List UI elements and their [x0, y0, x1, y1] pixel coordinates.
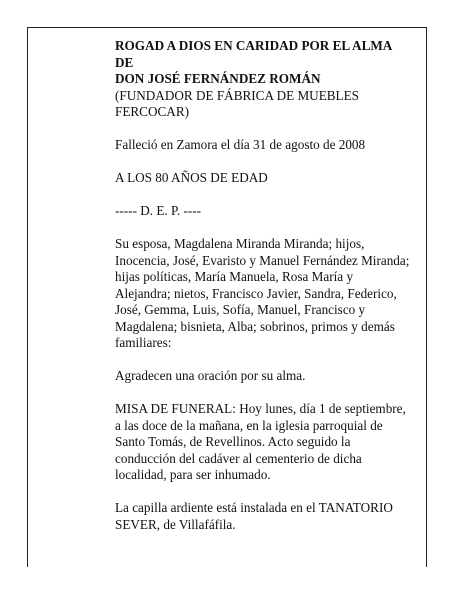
chapel-line: SEVER, de Villafáfila. [115, 516, 236, 532]
family-line: familiares: [115, 335, 172, 350]
age-line: A LOS 80 AÑOS DE EDAD [115, 170, 268, 185]
funeral-line: Santo Tomás, de Revellinos. Acto seguido la [115, 434, 351, 449]
rip-line: ----- D. E. P. ---- [115, 203, 202, 218]
family-line: Su esposa, Magdalena Miranda Miranda; hijos, [115, 236, 365, 251]
funeral-line: MISA DE FUNERAL: Hoy lunes, día 1 de septiembre, [115, 401, 406, 416]
heading-line: DE [115, 54, 134, 70]
subheading-line: FERCOCAR) [115, 104, 190, 119]
funeral-line: localidad, para ser inhumado. [115, 467, 271, 482]
heading-line: ROGAD A DIOS EN CARIDAD POR EL ALMA [115, 38, 393, 53]
family-line: hijas políticas, María Manuela, Rosa María y [115, 269, 354, 284]
funeral-line: conducción del cadáver al cementerio de dicha [115, 450, 362, 466]
deceased-name: DON JOSÉ FERNÁNDEZ ROMÁN [115, 71, 321, 86]
thanks-line: Agradecen una oración por su alma. [115, 368, 306, 383]
funeral-line: a las doce de la mañana, en la iglesia parroquial de [115, 417, 383, 433]
family-line: José, Gemma, Luis, Sofía, Manuel, Francisco y [115, 302, 366, 317]
death-date-line: Falleció en Zamora el día 31 de agosto de 2008 [115, 137, 366, 152]
subheading-line: (FUNDADOR DE FÁBRICA DE MUEBLES [115, 87, 359, 103]
chapel-line: La capilla ardiente está instalada en el TANATORIO [115, 500, 393, 515]
obituary-notice [115, 38, 427, 533]
family-line: Alejandra; nietos, Francisco Javier, Sandra, Federico, [115, 285, 397, 301]
family-line: Magdalena; bisnieta, Alba; sobrinos, primos y demás [115, 318, 395, 334]
family-line: Inocencia, José, Evaristo y Manuel Fernández Miranda; [115, 252, 410, 268]
